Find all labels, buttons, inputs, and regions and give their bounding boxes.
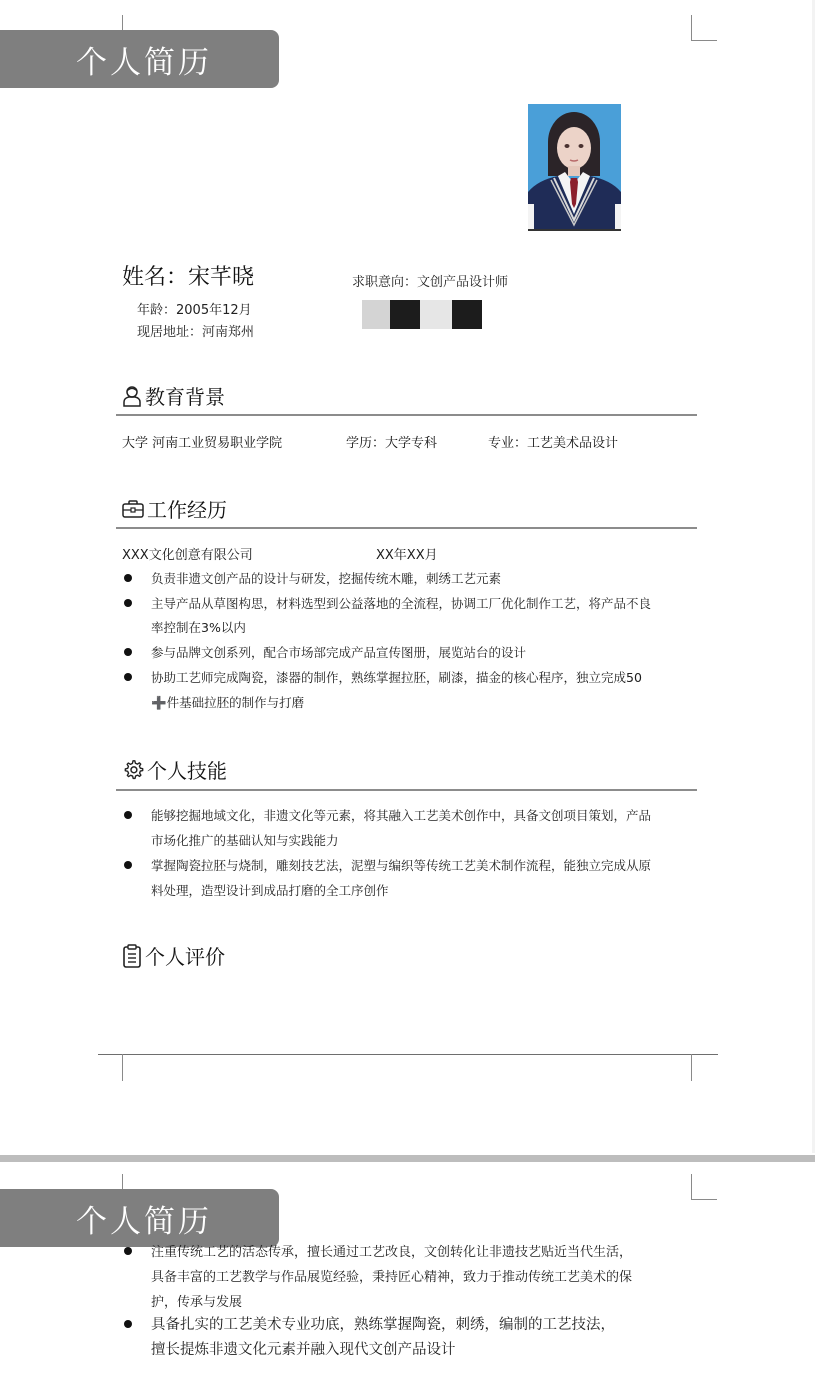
profile-photo (528, 104, 621, 231)
section-skills-title (122, 755, 227, 784)
section-divider (116, 414, 697, 416)
resume-page-2 (0, 1162, 815, 1397)
bullet-dot (124, 1247, 132, 1255)
work-bullet-1-line-1: 负责非遗文创产品的设计与研发，挖掘传统木雕，刺绣工艺元素 (151, 571, 502, 586)
crop-mark (122, 1174, 123, 1190)
section-divider (116, 789, 697, 791)
candidate-name: 姓名：宋芊晓 (122, 265, 255, 290)
education-school: 大学 河南工业贸易职业学院 (122, 436, 283, 451)
resume-title: 个人简历 (76, 1203, 212, 1240)
evaluation-bullet-2-line-2: 擅长提炼非遗文化元素并融入现代文创产品设计 (151, 1342, 456, 1358)
skills-bullet-1-line-1: 能够挖掘地域文化，非遗文化等元素，将其融入工艺美术创作中，具备文创项目策划，产品 (151, 808, 652, 823)
evaluation-bullet-2-line-1: 具备扎实的工艺美术专业功底，熟练掌握陶瓷，刺绣，编制的工艺技法， (151, 1317, 615, 1333)
section-education-title (122, 381, 225, 410)
crop-mark (122, 15, 123, 31)
job-intent: 求职意向：文创产品设计师 (352, 275, 509, 290)
work-bullet-4-line-2: ➕件基础拉胚的制作与打磨 (151, 695, 305, 710)
clipboard-icon (122, 944, 142, 968)
education-major: 专业：工艺美术品设计 (488, 436, 619, 451)
resume-title-banner (0, 30, 279, 88)
gear-icon (122, 759, 144, 781)
candidate-age: 年龄：2005年12月 (137, 303, 252, 318)
section-education-label: 教育背景 (145, 385, 225, 409)
bullet-dot (124, 673, 132, 681)
section-evaluation-title (122, 941, 225, 970)
work-bullet-3-line-1: 参与品牌文创系列，配合市场部完成产品宣传图册，展览站台的设计 (151, 645, 527, 660)
bullet-dot (124, 599, 132, 607)
evaluation-bullet-1-line-2: 具备丰富的工艺教学与作品展览经验，秉持匠心精神，致力于推动传统工艺美术的保 (151, 1270, 633, 1285)
bullet-dot (124, 1320, 132, 1328)
bullet-dot (124, 574, 132, 582)
briefcase-icon (122, 500, 144, 518)
work-bullet-2-line-2: 率控制在3%以内 (151, 620, 246, 635)
skills-bullet-2-line-1: 掌握陶瓷拉胚与烧制，雕刻技艺法，泥塑与编织等传统工艺美术制作流程，能独立完成从原 (151, 858, 652, 873)
section-work-title (122, 494, 227, 523)
section-skills-label: 个人技能 (147, 759, 227, 783)
crop-mark (691, 40, 717, 41)
crop-mark (691, 1054, 692, 1081)
evaluation-bullet-1-line-3: 护，传承与发展 (151, 1295, 243, 1310)
work-bullet-2-line-1: 主导产品从草图构思，材料选型到公益落地的全流程，协调工厂优化制作工艺，将产品不良 (151, 596, 652, 611)
crop-mark (122, 1054, 123, 1081)
bullet-dot (124, 861, 132, 869)
education-degree: 学历：大学专科 (346, 436, 438, 451)
section-work-label: 工作经历 (147, 498, 227, 522)
evaluation-bullet-1-line-1: 注重传统工艺的活态传承，擅长通过工艺改良，文创转化让非遗技艺贴近当代生活， (151, 1245, 633, 1260)
resume-title: 个人简历 (76, 44, 212, 81)
skills-bullet-1-line-2: 市场化推广的基础认知与实践能力 (151, 833, 339, 848)
crop-mark (691, 1174, 692, 1199)
page-footer-line (98, 1054, 718, 1055)
candidate-address: 现居地址：河南郑州 (137, 325, 255, 340)
section-divider (116, 527, 697, 529)
crop-mark (691, 1199, 717, 1200)
work-bullet-4-line-1: 协助工艺师完成陶瓷，漆器的制作，熟练掌握拉胚，刷漆，描金的核心程序，独立完成50 (151, 670, 642, 685)
crop-mark (691, 15, 692, 40)
bullet-dot (124, 648, 132, 656)
resume-title-banner (0, 1189, 279, 1247)
portrait-image (528, 104, 621, 231)
person-icon (122, 385, 142, 407)
bullet-dot (124, 811, 132, 819)
skills-bullet-2-line-2: 料处理，造型设计到成品打磨的全工序创作 (151, 883, 389, 898)
section-evaluation-label: 个人评价 (145, 945, 225, 969)
work-date: XX年XX月 (376, 548, 438, 563)
work-company: XXX文化创意有限公司 (122, 548, 253, 563)
